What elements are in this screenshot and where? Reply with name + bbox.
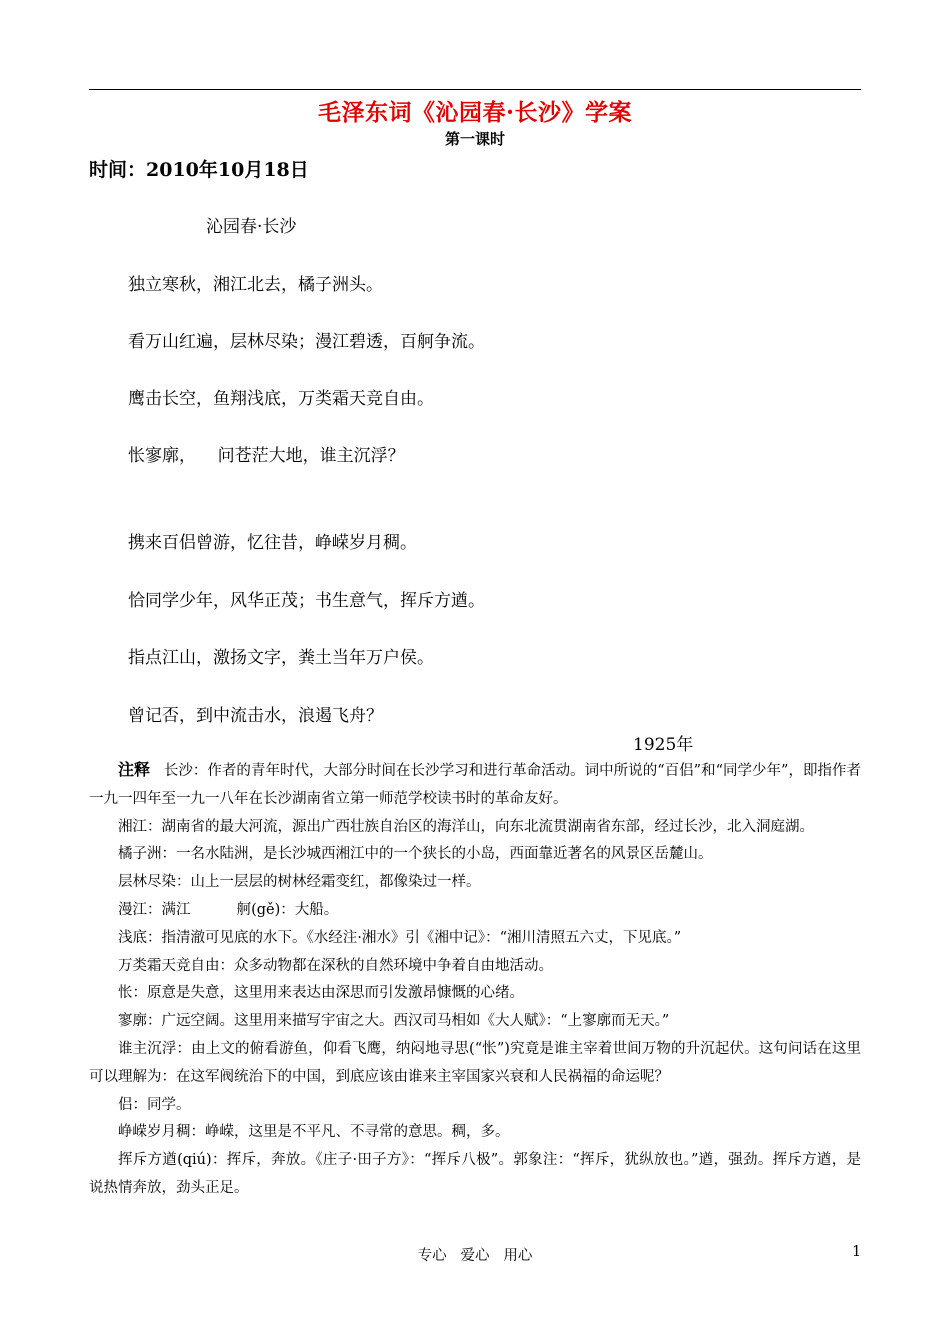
poem-line: 鹰击长空，鱼翔浅底，万类霜天竞自由。 xyxy=(128,389,434,409)
poem-line: 指点江山，激扬文字，粪土当年万户侯。 xyxy=(128,648,434,668)
document-title: 毛泽东词《沁园春·长沙》学案 xyxy=(317,99,632,126)
note-item: 挥斥方遒(qiú)：挥斥，奔放。《庄子·田子方》：“挥斥八极”。郭象注：“挥斥，犹纵放也。”遒，强劲。挥斥方遒，是说热情奔放，劲头正足。 xyxy=(89,1152,861,1196)
note-item: 浅底：指清澈可见底的水下。《水经注·湘水》引《湘中记》：“湘川清照五六丈，下见底。” xyxy=(118,929,682,946)
note-item: 层林尽染：山上一层层的树林经霜变红，都像染过一样。 xyxy=(118,874,481,891)
note-item: 寥廓：广远空阔。这里用来描写宇宙之大。西汉司马相如《大人赋》：“上寥廓而无天。” xyxy=(118,1013,670,1030)
note-item: 谁主沉浮：由上文的俯看游鱼，仰看飞鹰，纳闷地寻思(“怅”)究竟是谁主宰着世间万物的升沉起伏。这句问话在这里可以理解为：在这军阀统治下的中国，到底应该由谁来主宰国家兴衰和人民祸福的命运呢？ xyxy=(89,1040,861,1085)
note-item: 峥嵘岁月稠：峥嵘，这里是不平凡、不寻常的意思。稠，多。 xyxy=(118,1124,510,1141)
note-item: 漫江：满江 舸(gě)：大船。 xyxy=(118,901,339,918)
poem-line: 看万山红遍，层林尽染；漫江碧透，百舸争流。 xyxy=(128,332,485,352)
note-item: 怅：原意是失意，这里用来表达由深思而引发激昂慷慨的心绪。 xyxy=(118,985,524,1002)
note-text: 长沙：作者的青年时代，大部分时间在长沙学习和进行革命活动。词中所说的“百侣”和“同学少年”，即指作者一九一四年至一九一八年在长沙湖南省立第一师范学校读书时的革命友好。 xyxy=(89,763,861,807)
header-rule xyxy=(89,89,861,90)
notes-label: 注释 xyxy=(118,760,151,779)
note-item: 橘子洲：一名水陆洲，是长沙城西湘江中的一个狭长的小岛，西面靠近著名的风景区岳麓山。 xyxy=(118,846,713,863)
poem-year: 1925年 xyxy=(633,735,694,755)
poem-line: 携来百侣曾游，忆往昔，峥嵘岁月稠。 xyxy=(128,533,417,553)
poem-line: 曾记否，到中流击水，浪遏飞舟？ xyxy=(128,706,383,726)
note-item xyxy=(89,756,861,814)
footer-motto: 专心 爱心 用心 xyxy=(417,1248,533,1264)
poem-title: 沁园春·长沙 xyxy=(206,217,297,237)
poem-line: 恰同学少年，风华正茂；书生意气，挥斥方遒。 xyxy=(128,591,485,611)
lesson-date: 时间：2010年10月18日 xyxy=(89,159,309,181)
note-item: 万类霜天竞自由：众多动物都在深秋的自然环境中争着自由地活动。 xyxy=(118,957,553,974)
note-item: 侣：同学。 xyxy=(118,1096,191,1113)
lesson-subtitle: 第一课时 xyxy=(444,130,505,148)
poem-line: 怅寥廓， 问苍茫大地，谁主沉浮？ xyxy=(128,446,405,466)
note-item: 湘江：湖南省的最大河流，源出广西壮族自治区的海洋山，向东北流贯湖南省东部，经过长沙，北入洞庭湖。 xyxy=(118,818,814,835)
poem-line: 独立寒秋，湘江北去，橘子洲头。 xyxy=(128,275,383,295)
notes-section xyxy=(89,756,861,1203)
page-number: 1 xyxy=(852,1244,862,1260)
